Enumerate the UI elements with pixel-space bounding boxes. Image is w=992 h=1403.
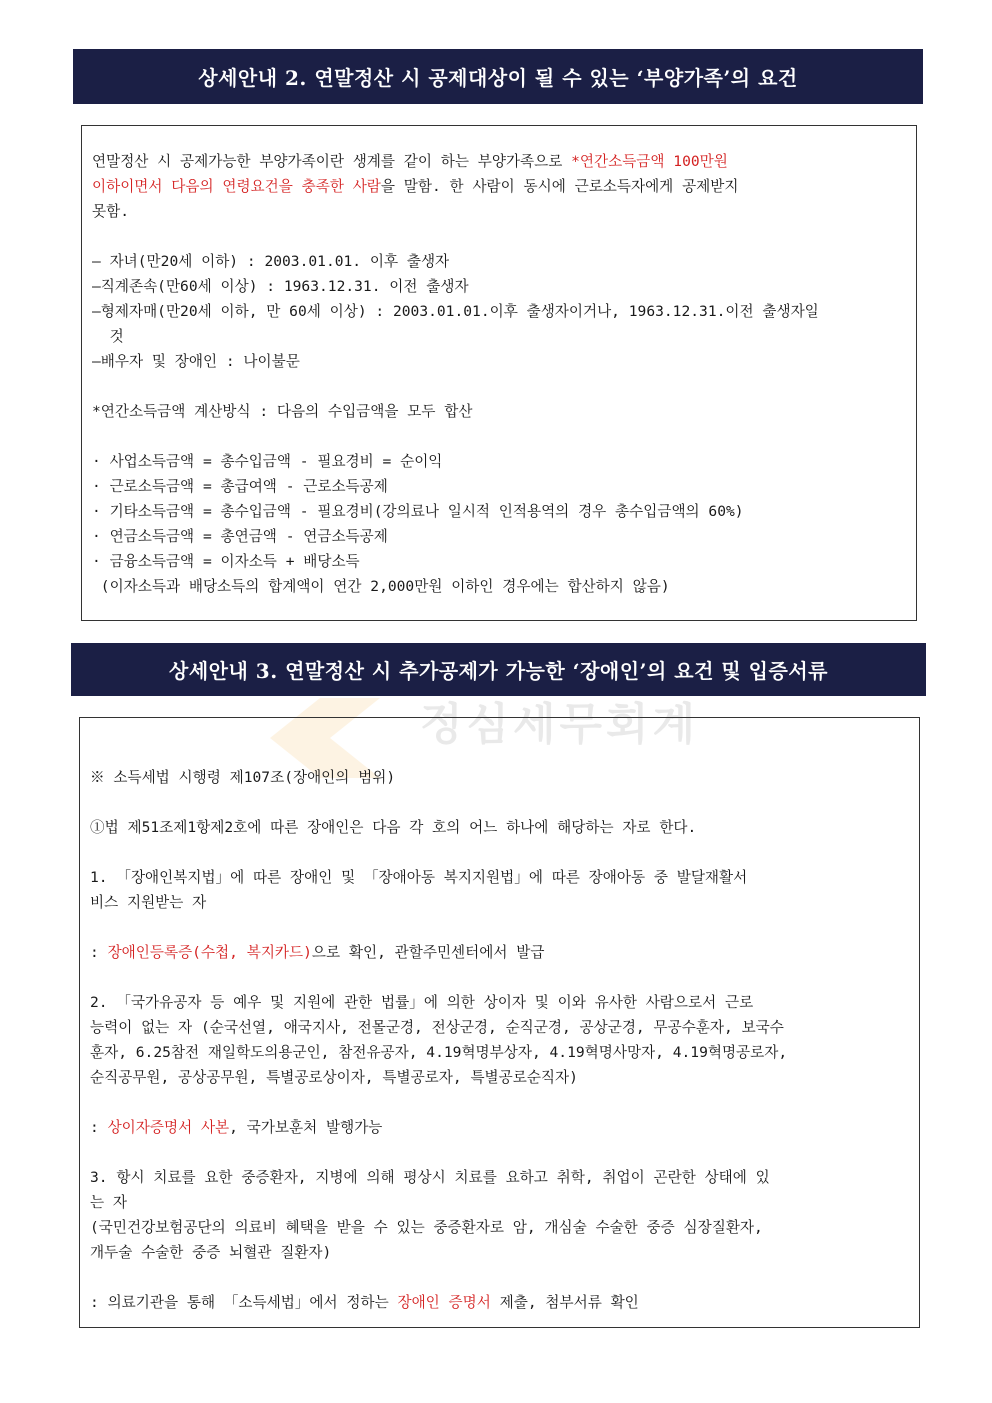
proof-highlight: 장애인 증명서 (397, 1294, 491, 1311)
disability-requirements-box (79, 717, 920, 1328)
item2-line: 훈자, 6.25참전 재일학도의용군인, 참전유공자, 4.19혁명부상자, 4.19혁명사망자, 4.19혁명공로자, (90, 1044, 788, 1061)
proof-prefix: : (90, 944, 108, 961)
intro-text: 연말정산 시 공제가능한 부양가족이란 생계를 같이 하는 부양가족으로 (92, 153, 572, 170)
watermark-text: 정심세무회계 (420, 699, 700, 750)
age-item: –직계존속(만60세 이상) : 1963.12.31. 이전 출생자 (92, 278, 469, 295)
calc-note: (이자소득과 배당소득의 합계액이 연간 2,000만원 이하인 경우에는 합산하지 않음) (92, 578, 670, 595)
law-title: ※ 소득세법 시행령 제107조(장애인의 범위) (90, 769, 396, 786)
proof-highlight: 상이자증명서 사본 (107, 1119, 230, 1136)
intro-line-3: 못함. (92, 203, 129, 220)
calc-title: *연간소득금액 계산방식 : 다음의 수입금액을 모두 합산 (92, 403, 473, 420)
item3-line: (국민건강보험공단의 의료비 혜택을 받을 수 있는 중증환자로 암, 개심술 수술한 중증 심장질환자, (90, 1219, 763, 1236)
calc-item: · 연금소득금액 = 총연금액 - 연금소득공제 (92, 528, 388, 545)
intro-line-2 (92, 174, 906, 199)
proof2-line (90, 1115, 909, 1140)
item2-line: 2. 「국가유공자 등 예우 및 지원에 관한 법률」에 의한 상이자 및 이와 유사한 사람으로서 근로 (90, 994, 754, 1011)
calc-item: · 사업소득금액 = 총수입금액 - 필요경비 = 순이익 (92, 453, 443, 470)
proof-prefix: : (90, 1119, 108, 1136)
calc-item: · 금융소득금액 = 이자소득 + 배당소득 (92, 553, 360, 570)
item1-line: 1. 「장애인복지법」에 따른 장애인 및 「장애아동 복지지원법」에 따른 장애아동 중 발달재활서 (90, 869, 748, 886)
calc-item: · 기타소득금액 = 총수입금액 - 필요경비(강의료나 일시적 인적용역의 경우 총수입금액의 60%) (92, 503, 744, 520)
intro-highlight: 이하이면서 다음의 연령요건을 충족한 사람 (92, 178, 381, 195)
age-item: –배우자 및 장애인 : 나이불문 (92, 353, 300, 370)
section2-title-banner (73, 49, 923, 104)
section3-title-banner (71, 643, 926, 696)
age-item: – 자녀(만20세 이하) : 2003.01.01. 이후 출생자 (92, 253, 450, 270)
dependent-requirements-box (81, 125, 917, 621)
proof1-line (90, 940, 909, 965)
section3-title: 상세안내 3. 연말정산 시 추가공제가 가능한 ‘장애인’의 요건 및 입증서류 (169, 659, 828, 683)
item3-line: 개두술 수술한 중증 뇌혈관 질환자) (90, 1244, 332, 1261)
age-item: 것 (92, 328, 124, 345)
item1-line: 비스 지원받는 자 (90, 894, 207, 911)
proof-rest: 제출, 첨부서류 확인 (490, 1294, 639, 1311)
item2-line: 순직공무원, 공상공무원, 특별공로상이자, 특별공로자, 특별공로순직자) (90, 1069, 578, 1086)
age-item: –형제자매(만20세 이하, 만 60세 이상) : 2003.01.01.이후 출생자이거나, 1963.12.31.이전 출생자일 (92, 303, 819, 320)
intro-highlight: *연간소득금액 100만원 (571, 153, 728, 170)
intro-line-1 (92, 149, 906, 174)
proof-rest: , 국가보훈처 발행가능 (229, 1119, 383, 1136)
proof-rest: 으로 확인, 관할주민센터에서 발급 (311, 944, 545, 961)
intro-text: 을 말함. 한 사람이 동시에 근로소득자에게 공제받지 (380, 178, 739, 195)
item3-line: 는 자 (90, 1194, 127, 1211)
item2-line: 능력이 없는 자 (순국선열, 애국지사, 전몰군경, 전상군경, 순직군경, 공상군경, 무공수훈자, 보국수 (90, 1019, 784, 1036)
calc-item: · 근로소득금액 = 총급여액 - 근로소득공제 (92, 478, 388, 495)
item3-line: 3. 항시 치료를 요한 중증환자, 지병에 의해 평상시 치료를 요하고 취학, 취업이 곤란한 상태에 있 (90, 1169, 770, 1186)
section2-title: 상세안내 2. 연말정산 시 공제대상이 될 수 있는 ‘부양가족’의 요건 (198, 66, 798, 90)
proof-highlight: 장애인등록증(수첩, 복지카드) (107, 944, 312, 961)
proof3-line (90, 1290, 909, 1315)
proof-prefix: : 의료기관을 통해 「소득세법」에서 정하는 (90, 1294, 398, 1311)
clause-text: ①법 제51조제1항제2호에 따른 장애인은 다음 각 호의 어느 하나에 해당하는 자로 한다. (90, 819, 697, 836)
